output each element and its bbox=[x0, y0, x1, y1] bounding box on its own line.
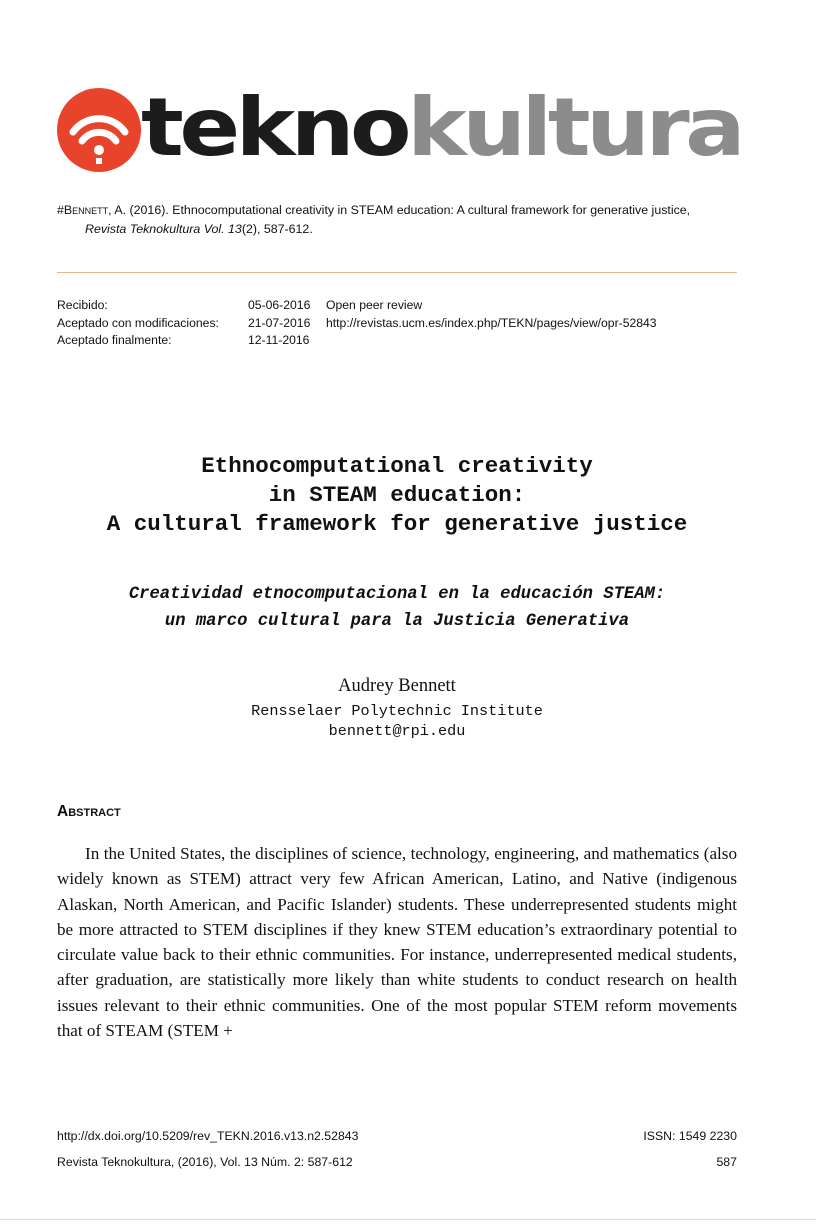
subtitle-line: Creatividad etnocomputacional en la educación STEAM: bbox=[128, 585, 666, 604]
page-number: 587 bbox=[716, 1155, 737, 1169]
title-line: A cultural framework for generative justice bbox=[106, 511, 688, 537]
footer-row bbox=[57, 1129, 737, 1143]
journal-logo bbox=[57, 81, 747, 176]
issn: ISSN: 1549 2230 bbox=[643, 1129, 737, 1143]
date-row bbox=[57, 333, 757, 351]
author-name: Audrey Bennett bbox=[338, 676, 456, 696]
doi-link[interactable]: http://dx.doi.org/10.5209/rev_TEKN.2016.v13.n2.52843 bbox=[57, 1129, 359, 1143]
journal-reference: Revista Teknokultura, (2016), Vol. 13 Núm. 2: 587-612 bbox=[57, 1155, 353, 1169]
footer-row bbox=[57, 1155, 737, 1169]
subtitle-line: un marco cultural para la Justicia Generativa bbox=[164, 612, 630, 631]
date-label: Aceptado finalmente: bbox=[57, 333, 172, 347]
date-row bbox=[57, 316, 757, 334]
date-value: 05-06-2016 bbox=[248, 298, 311, 312]
date-value: 21-07-2016 bbox=[248, 315, 311, 330]
author-affiliation-block bbox=[0, 701, 794, 741]
date-label: Recibido: bbox=[57, 298, 108, 312]
peer-review-link[interactable]: http://revistas.ucm.es/index.php/TEKN/pages/view/opr-52843 bbox=[326, 315, 657, 330]
wifi-signal-icon bbox=[57, 88, 141, 172]
citation bbox=[57, 201, 737, 239]
citation-rest-line1: , A. (2016). Ethnocomputational creativity in STEAM education: A cultural framework for generative justice, bbox=[108, 203, 691, 217]
page-edge bbox=[0, 1219, 816, 1220]
abstract-heading: Abstract bbox=[57, 803, 121, 820]
logo-text-dark: tekno bbox=[141, 81, 408, 174]
abstract-text: In the United States, the disciplines of science, technology, engineering, and mathematics (also widely known as STEM) attract very few African American, Latino, and Native (indigenous Alaskan, North American, and Pacific Islander) students. These underrepresented students might be more attracted to STEM disciplines if they knew STEM education’s extraordinary potential to circulate value back to their ethnic communities. For instance, underrepresented medical students, after graduation, are statistically more likely than white students to conduct research on health issues relevant to their ethnic communities. One of the most popular STEM reform movements that of STEAM (STEM + bbox=[57, 844, 737, 1041]
paper-subtitle bbox=[0, 581, 794, 635]
date-value: 12-11-2016 bbox=[248, 333, 310, 347]
author-email[interactable]: bennett@rpi.edu bbox=[328, 722, 466, 740]
logo-text-light: kultura bbox=[407, 81, 742, 174]
submission-dates bbox=[57, 298, 757, 351]
citation-prefix: # bbox=[57, 203, 64, 217]
citation-rest-line2: (2), 587-612. bbox=[241, 222, 313, 236]
date-label: Aceptado con modificaciones: bbox=[57, 315, 219, 330]
citation-author: Bennett bbox=[63, 203, 109, 217]
date-row bbox=[57, 298, 757, 316]
paper-title bbox=[0, 452, 794, 539]
title-line: in STEAM education: bbox=[268, 482, 526, 508]
logo-wordmark bbox=[141, 80, 741, 176]
header-divider bbox=[57, 272, 737, 273]
peer-review-note: Open peer review bbox=[326, 298, 423, 312]
title-line: Ethnocomputational creativity bbox=[201, 453, 593, 479]
author-affiliation: Rensselaer Polytechnic Institute bbox=[251, 702, 543, 720]
citation-journal: Revista Teknokultura Vol. 13 bbox=[85, 222, 242, 236]
